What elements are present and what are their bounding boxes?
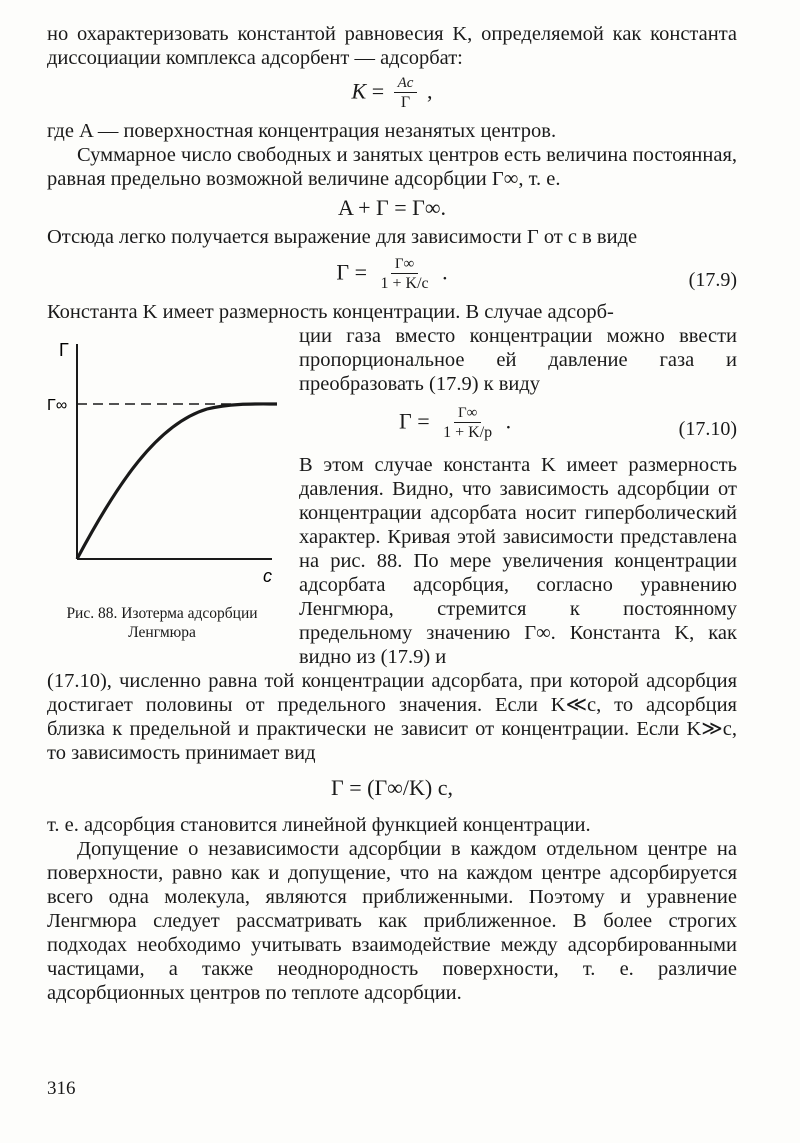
paragraph-4: Отсюда легко получается выражение для зависимости Γ от c в виде bbox=[47, 226, 638, 248]
paragraph-6-right: В этом случае константа K имеет размерность давления. Видно, что зависимость адсорбции от концентрации адсорбата носит гиперболический характер. Кривая этой зависимости представлена на рис. 88. По мере увеличения концентрации адсорбата адсорбция, согласно уравнению Ленгмюра, стремится к постоянному предельному значению Γ∞. Константа K, как видно из (17.9) и bbox=[299, 454, 737, 668]
eq3-number: (17.9) bbox=[688, 269, 737, 291]
equation-linear: Γ = (Γ∞/K) c, bbox=[331, 775, 453, 800]
paragraph-6-full: (17.10), численно равна той концентрации адсорбата, при которой адсорбция достигает половины от предельного значения. Если K≪c, то адсорбция близка к предельной и практически не зависит от концентрации. Если K≫c, то зависимость принимает вид bbox=[47, 670, 737, 764]
eq1-fraction bbox=[394, 74, 418, 113]
y-axis-label: Γ bbox=[59, 340, 69, 360]
equation-k: K = $\frac{Ac}{\Gamma}$ , bbox=[351, 75, 433, 111]
paragraph-1: но охарактеризовать константой равновесия K, определяемой как константа диссоциации комплекса адсорбент — адсорбат: bbox=[47, 23, 737, 69]
isotherm-curve bbox=[77, 404, 277, 559]
figure-caption: Рис. 88. Изотерма адсорбции Ленгмюра bbox=[66, 605, 258, 641]
asymptote-label: Γ∞ bbox=[47, 397, 68, 414]
eq4-lhs: Γ bbox=[399, 408, 412, 434]
figure-and-text bbox=[47, 324, 737, 669]
paragraph-5-full: Константа K имеет размерность концентрации. В случае адсорб- bbox=[47, 301, 614, 323]
eq1-lhs: K bbox=[351, 78, 367, 104]
equation-sum: A + Γ = Γ∞. bbox=[337, 195, 447, 220]
eq4-numerator: Γ∞ bbox=[454, 404, 481, 423]
eq3-numerator: Γ∞ bbox=[391, 255, 418, 274]
figure-88 bbox=[47, 324, 287, 642]
eq4-denominator: 1 + K/p bbox=[443, 424, 493, 441]
right-column bbox=[299, 324, 737, 669]
paragraph-5-right: ции газа вместо концентрации можно ввести пропорциональное ей давление газа и преобразовать (17.9) к виду bbox=[299, 325, 737, 395]
eq1-denominator: Γ bbox=[400, 94, 411, 111]
page-body bbox=[47, 22, 737, 1005]
eq3-lhs: Γ bbox=[336, 259, 350, 285]
x-axis-label: c bbox=[263, 566, 272, 586]
equation-17-10: Γ = $\frac{\Gamma\infty}{1 + K/p}$ . (17.10) bbox=[399, 405, 737, 441]
eq1-numerator: Ac bbox=[394, 74, 418, 93]
page-number: 316 bbox=[47, 1078, 76, 1099]
paragraph-7: т. е. адсорбция становится линейной функцией концентрации. bbox=[47, 814, 591, 836]
paragraph-3: Суммарное число свободных и занятых центров есть величина постоянная, равная предельно возможной величине адсорбции Γ∞, т. е. bbox=[47, 144, 737, 190]
eq3-fraction bbox=[377, 255, 433, 294]
equation-17-9: Γ = $\frac{\Gamma\infty}{1 + K/c}$ . (17.9) bbox=[336, 256, 737, 292]
eq4-fraction bbox=[439, 404, 496, 443]
paragraph-2: где A — поверхностная концентрация незанятых центров. bbox=[47, 120, 557, 142]
paragraph-8: Допущение о независимости адсорбции в каждом отдельном центре на поверхности, равно как и допущение, что на каждом центре адсорбируется всего одна молекула, являются приближенными. Поэтому и уравнение Ленгмюра следует рассматривать как приближенное. В более строгих подходах необходимо учитывать взаимодействие между адсорбированными частицами, а также неоднородность поверхности, т. е. различие адсорбционных центров по теплоте адсорбции. bbox=[47, 838, 737, 1004]
eq3-denominator: 1 + K/c bbox=[380, 275, 429, 292]
langmuir-isotherm-plot bbox=[47, 324, 287, 599]
eq4-number: (17.10) bbox=[678, 418, 737, 440]
